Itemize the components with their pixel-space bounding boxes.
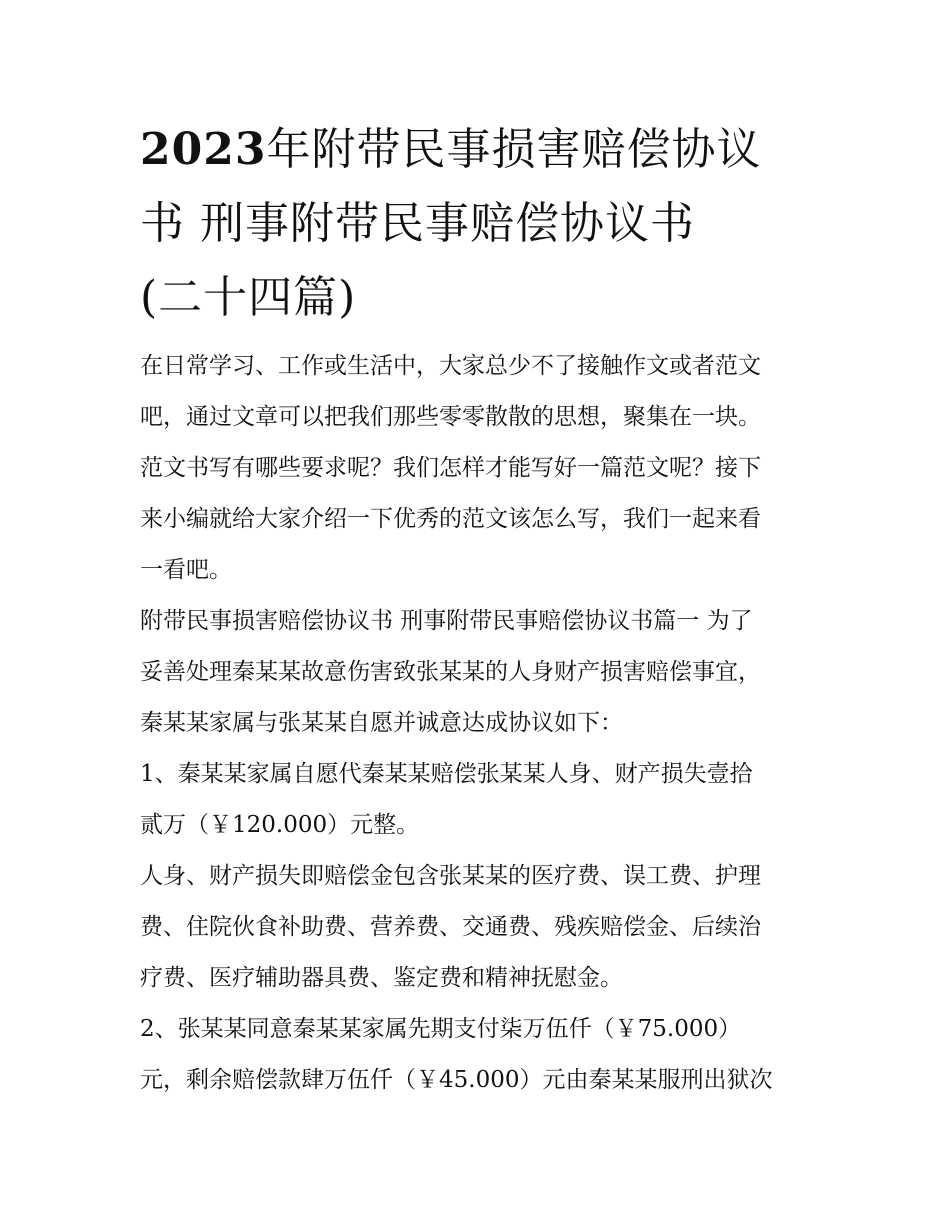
text-line: 1、秦某某家属自愿代秦某某赔偿张某某人身、财产损失壹拾 xyxy=(140,761,753,787)
text-line: 费、住院伙食补助费、营养费、交通费、残疾赔偿金、后续治 xyxy=(140,914,761,940)
title-line-3: (二十四篇) xyxy=(140,272,357,323)
text-line: 吧，通过文章可以把我们那些零零散散的思想，聚集在一块。 xyxy=(140,404,761,430)
text-line: 在日常学习、工作或生活中，大家总少不了接触作文或者范文 xyxy=(140,353,761,379)
paragraph-damages-detail xyxy=(140,851,820,1004)
text-line: 来小编就给大家介绍一下优秀的范文该怎么写，我们一起来看 xyxy=(140,506,761,532)
text-line: 贰万（￥120.000）元整。 xyxy=(140,812,420,838)
title-year: 2023 xyxy=(140,124,267,175)
paragraph-section-one-intro xyxy=(140,596,820,749)
text-line: 妥善处理秦某某故意伤害致张某某的人身财产损害赔偿事宜， xyxy=(140,659,761,685)
text-line: 秦某某家属与张某某自愿并诚意达成协议如下： xyxy=(140,710,623,736)
paragraph-clause-1 xyxy=(140,749,820,851)
document-title xyxy=(140,113,820,335)
paragraph-intro xyxy=(140,341,820,596)
paragraph-clause-2 xyxy=(140,1004,820,1106)
text-line: 范文书写有哪些要求呢？我们怎样才能写好一篇范文呢？接下 xyxy=(140,455,761,481)
document-body xyxy=(140,113,820,1106)
title-line-2: 书 刑事附带民事赔偿协议书 xyxy=(140,198,695,249)
title-line-1 xyxy=(140,113,820,187)
text-line: 人身、财产损失即赔偿金包含张某某的医疗费、误工费、护理 xyxy=(140,863,761,889)
text-line: 2、张某某同意秦某某家属先期支付柒万伍仟（￥75.000） xyxy=(140,1016,742,1042)
title-line-1-text: 年附带民事损害赔偿协议 xyxy=(266,124,762,175)
text-line: 疗费、医疗辅助器具费、鉴定费和精神抚慰金。 xyxy=(140,965,623,991)
text-line: 附带民事损害赔偿协议书 刑事附带民事赔偿协议书篇一 为了 xyxy=(140,608,753,634)
text-line: 元，剩余赔偿款肆万伍仟（￥45.000）元由秦某某服刑出狱次 xyxy=(140,1067,773,1093)
text-line: 一看吧。 xyxy=(140,557,232,583)
